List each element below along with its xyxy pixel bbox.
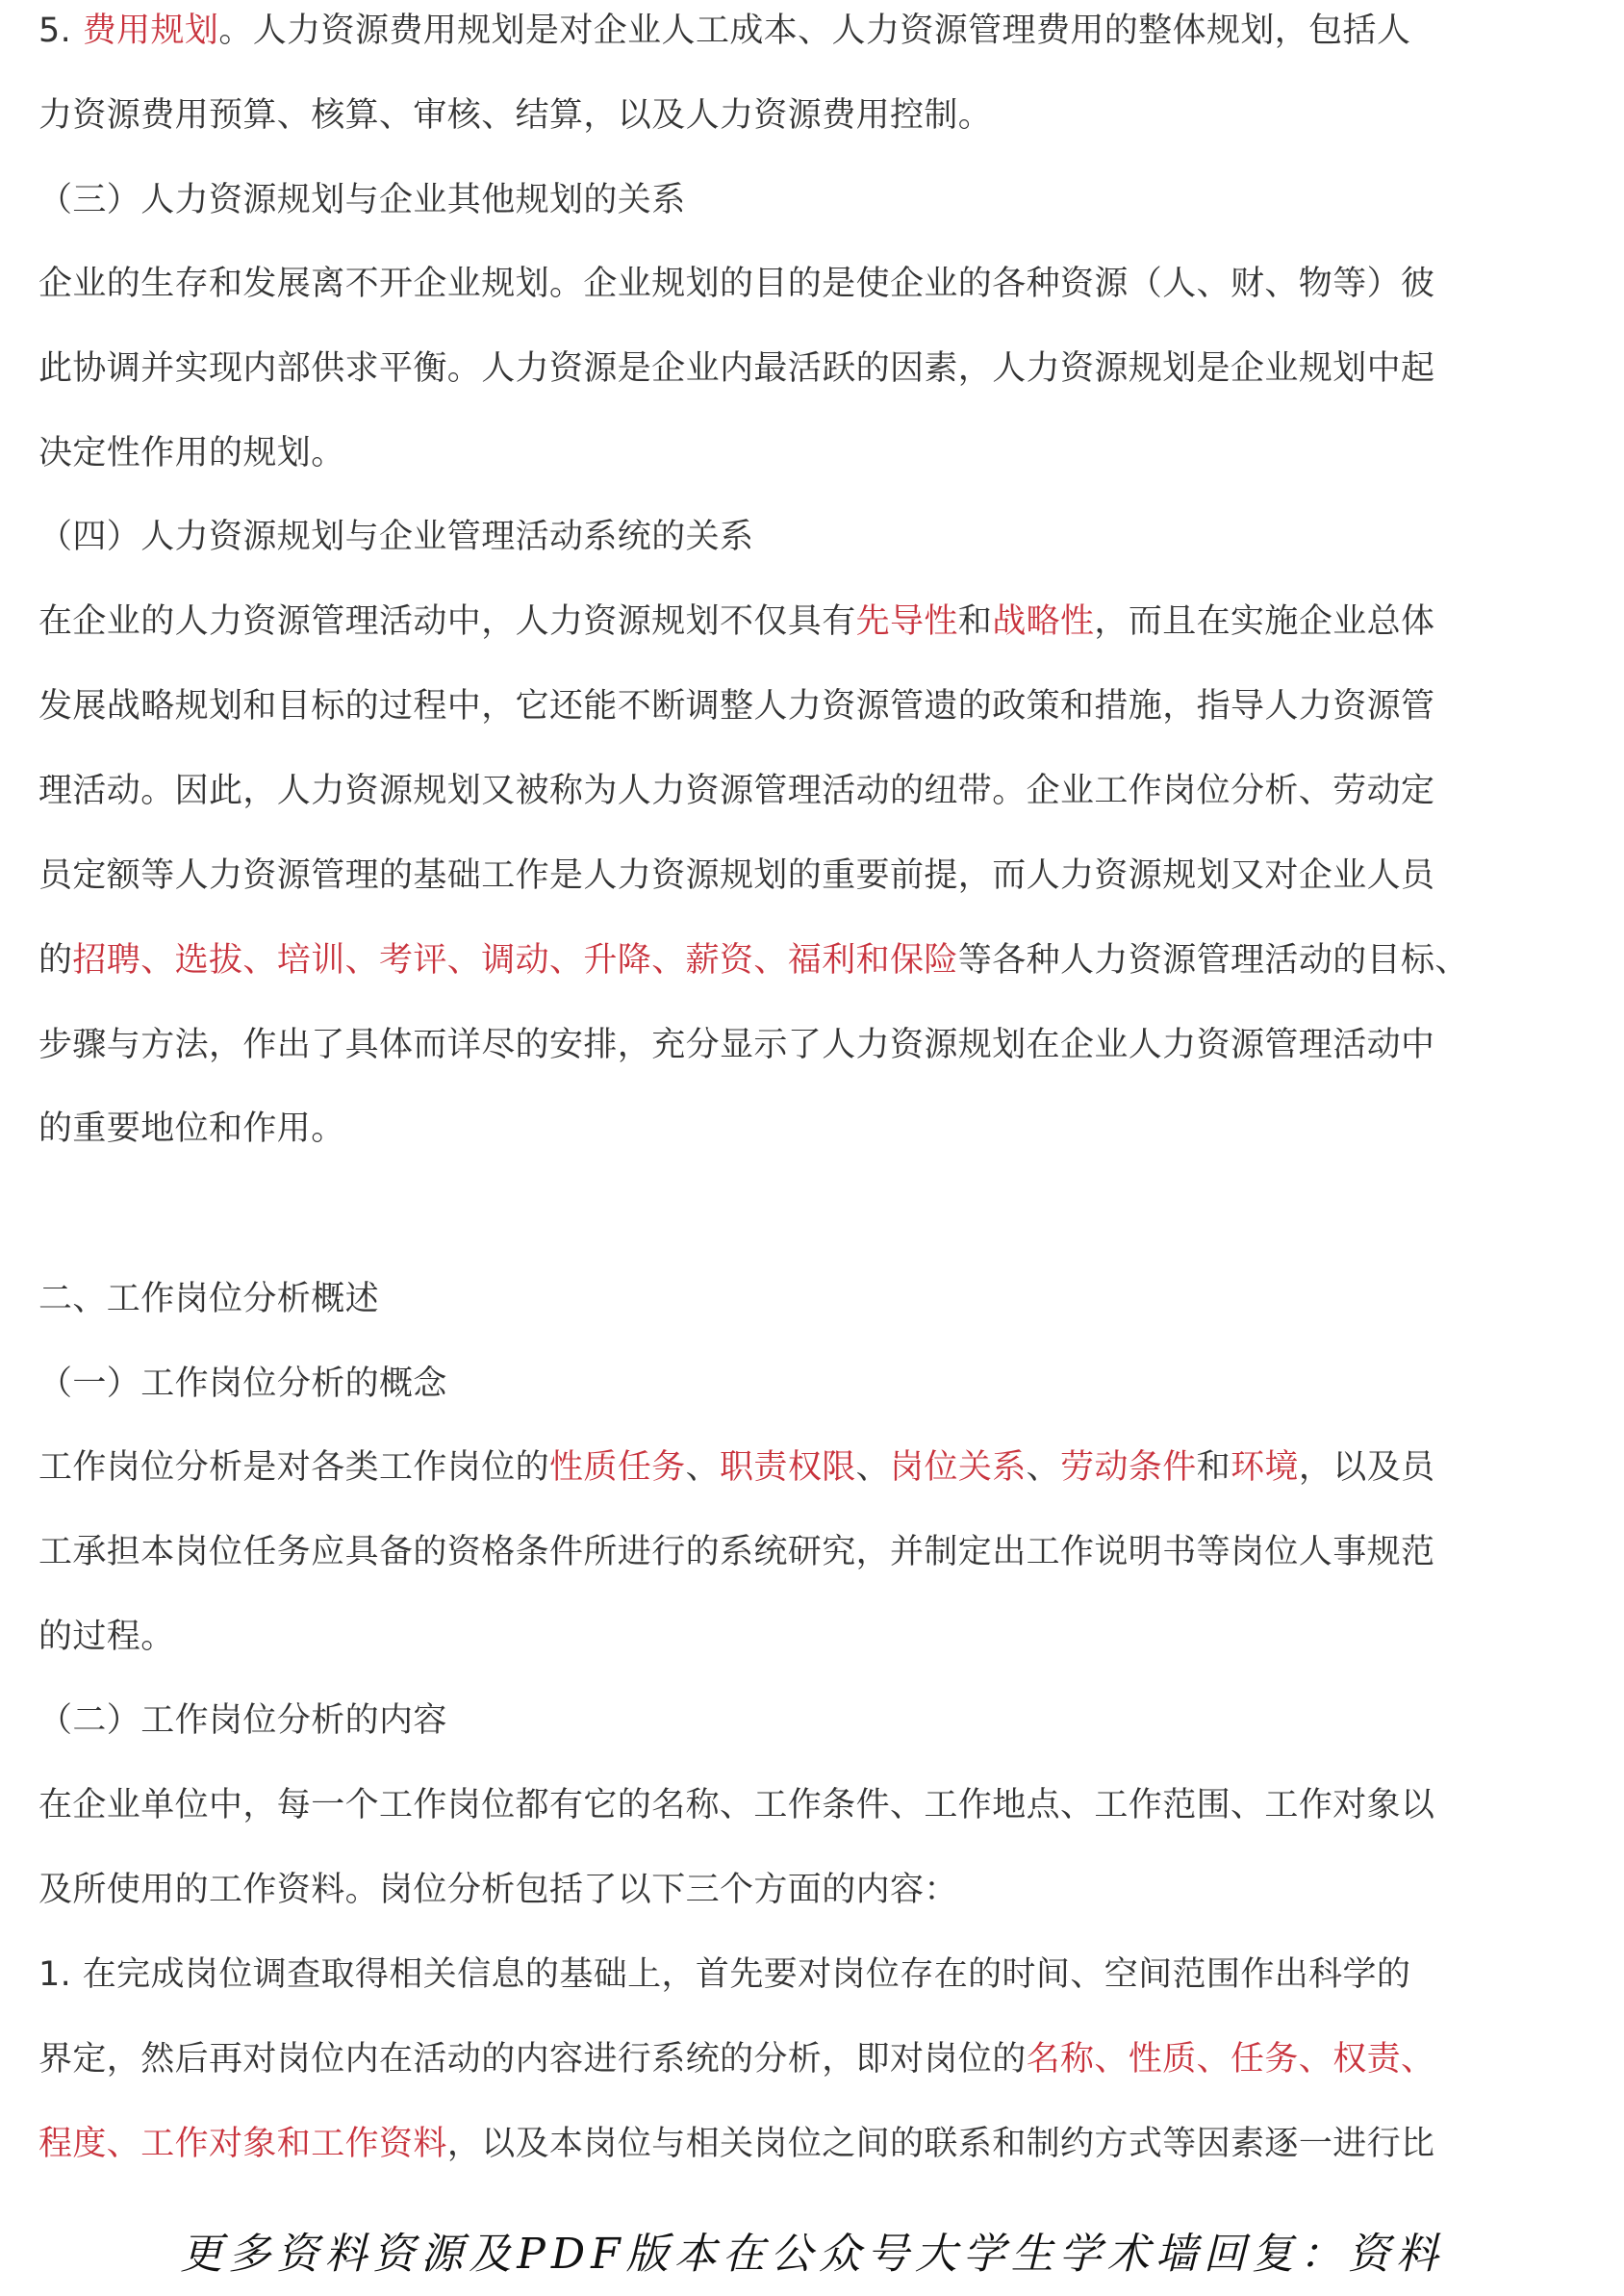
para-line xyxy=(38,1784,1589,1826)
text-run: 工作岗位分析是对各类工作岗位的 xyxy=(38,1448,550,1487)
text-run: 力资源费用预算、核算、审核、结算，以及人力资源费用控制。 xyxy=(38,96,993,135)
para-line xyxy=(38,1024,1589,1066)
text-run: 理活动。因此，人力资源规划又被称为人力资源管理活动的纽带。企业工作岗位分析、劳动定 xyxy=(38,772,1435,810)
text-run: ，以及员 xyxy=(1298,1448,1435,1487)
text-run: 和 xyxy=(957,602,993,641)
text-run: （一）工作岗位分析的概念 xyxy=(38,1365,447,1403)
text-run: ，以及本岗位与相关岗位之间的联系和制约方式等因素逐一进行比 xyxy=(446,2125,1435,2163)
text-run: 的过程。 xyxy=(38,1618,175,1656)
text-run: 的 xyxy=(38,941,73,980)
text-run: 决定性作用的规划。 xyxy=(38,434,345,472)
footer-notice: 更多资料资源及PDF版本在公众号大学生学术墙回复：资料 xyxy=(180,2230,1444,2279)
text-run: 及所使用的工作资料。岗位分析包括了以下三个方面的内容： xyxy=(38,1871,958,1909)
para-line xyxy=(38,855,1589,897)
subheading xyxy=(38,1363,1589,1405)
highlighted-term: 劳动条件 xyxy=(1060,1448,1197,1487)
text-run: （二）工作岗位分析的内容 xyxy=(38,1701,447,1740)
para-line xyxy=(38,685,1589,727)
list-item-line xyxy=(38,2123,1589,2165)
highlighted-term: 程度、工作对象和工作资料 xyxy=(38,2125,447,2163)
text-run: ，而且在实施企业总体 xyxy=(1094,602,1435,641)
para-line xyxy=(38,94,1589,137)
text-run: 在企业的人力资源管理活动中，人力资源规划不仅具有 xyxy=(38,602,856,641)
para-line xyxy=(38,432,1589,474)
text-run: 在企业单位中，每一个工作岗位都有它的名称、工作条件、工作地点、工作范围、工作对象以 xyxy=(38,1786,1435,1824)
highlighted-term: 性质任务 xyxy=(549,1448,686,1487)
subheading xyxy=(38,516,1589,558)
subheading xyxy=(38,179,1589,221)
text-run: 步骤与方法，作出了具体而详尽的安排，充分显示了人力资源规划在企业人力资源管理活动中 xyxy=(38,1026,1435,1064)
highlighted-term: 先导性 xyxy=(855,602,958,641)
para-line xyxy=(38,10,1589,52)
text-run: 。人力资源费用规划是对企业人工成本、人力资源管理费用的整体规划，包括人 xyxy=(218,12,1411,50)
section-heading xyxy=(38,1278,1589,1320)
para-line xyxy=(38,600,1589,643)
highlighted-term: 战略性 xyxy=(992,602,1095,641)
text-run: 1. 在完成岗位调查取得相关信息的基础上，首先要对岗位存在的时间、空间范围作出科学的 xyxy=(38,1955,1411,1994)
para-line xyxy=(38,770,1589,812)
para-line xyxy=(38,1446,1589,1489)
para-line xyxy=(38,347,1589,390)
highlighted-term: 环境 xyxy=(1231,1448,1299,1487)
document-body xyxy=(38,0,1589,2171)
text-run: 此协调并实现内部供求平衡。人力资源是企业内最活跃的因素，人力资源规划是企业规划中起 xyxy=(38,349,1435,388)
text-run: 发展战略规划和目标的过程中，它还能不断调整人力资源管遗的政策和措施，指导人力资源管 xyxy=(38,687,1435,726)
text-run: 企业的生存和发展离不开企业规划。企业规划的目的是使企业的各种资源（人、财、物等）彼 xyxy=(38,265,1435,303)
para-line xyxy=(38,1869,1589,1911)
highlighted-term: 名称、性质、任务、权责、 xyxy=(1026,2040,1435,2079)
text-run: 的重要地位和作用。 xyxy=(38,1110,345,1148)
text-run: 、 xyxy=(1026,1448,1061,1487)
highlighted-term: 招聘、选拔、培训、考评、调动、升降、薪资、福利和保险 xyxy=(72,941,958,980)
text-run: 、 xyxy=(855,1448,891,1487)
para-line xyxy=(38,939,1589,982)
highlighted-term: 费用规划 xyxy=(82,12,219,50)
text-run: （四）人力资源规划与企业管理活动系统的关系 xyxy=(38,518,754,556)
text-run: 和 xyxy=(1196,1448,1231,1487)
text-run: 工承担本岗位任务应具备的资格条件所进行的系统研究，并制定出工作说明书等岗位人事规范 xyxy=(38,1533,1435,1571)
text-run: （三）人力资源规划与企业其他规划的关系 xyxy=(38,181,686,219)
text-run: 5. xyxy=(38,12,83,50)
para-line xyxy=(38,1108,1589,1150)
subheading xyxy=(38,1699,1589,1742)
list-item-line xyxy=(38,1953,1589,1996)
highlighted-term: 职责权限 xyxy=(720,1448,856,1487)
text-run: 二、工作岗位分析概述 xyxy=(38,1280,380,1318)
para-line xyxy=(38,1616,1589,1658)
text-run: 员定额等人力资源管理的基础工作是人力资源规划的重要前提，而人力资源规划又对企业人员 xyxy=(38,856,1435,895)
highlighted-term: 岗位关系 xyxy=(890,1448,1027,1487)
para-line xyxy=(38,1531,1589,1573)
text-run: 等各种人力资源管理活动的目标、 xyxy=(957,941,1469,980)
para-line xyxy=(38,263,1589,305)
list-item-line xyxy=(38,2038,1589,2080)
text-run: 、 xyxy=(685,1448,721,1487)
text-run: 界定，然后再对岗位内在活动的内容进行系统的分析，即对岗位的 xyxy=(38,2040,1027,2079)
